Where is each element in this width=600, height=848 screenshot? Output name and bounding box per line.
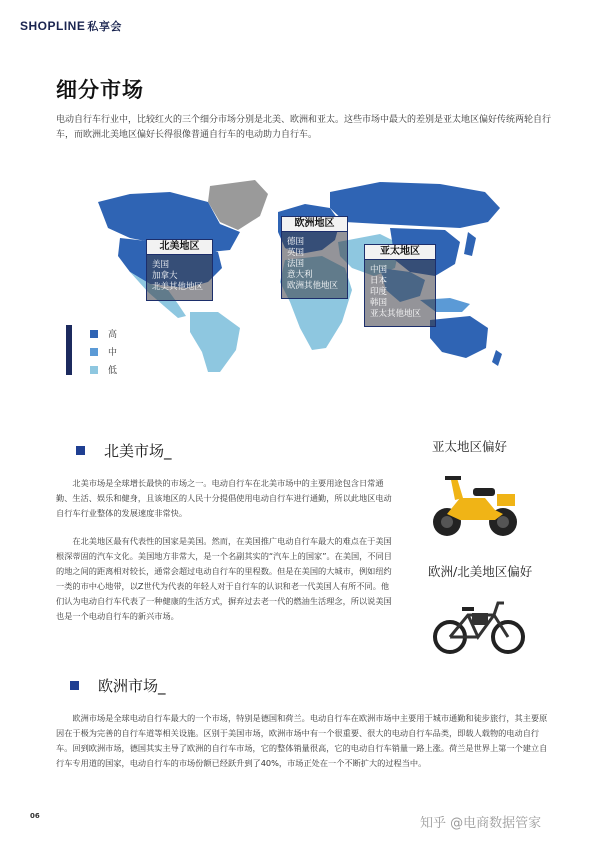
region-box-asia-pacific [364,244,436,327]
region-title: 欧洲地区 [281,216,348,232]
region-items [152,260,203,293]
region-item: 日本 [370,276,388,286]
region-item: 英国 [287,248,305,258]
region-title: 北美地区 [146,239,213,255]
region-box-europe [281,216,348,299]
label-asia-preference: 亚太地区偏好 [432,439,508,454]
region-item: 欧洲其他地区 [287,281,339,291]
region-box-north-america [146,239,213,301]
region-item: 韩国 [370,298,388,308]
section-marker [76,446,85,455]
region-item: 意大利 [287,270,313,280]
region-items [370,265,421,320]
region-item: 美国 [152,260,170,270]
region-item: 北美其他地区 [152,282,204,292]
region-item: 法国 [287,259,305,269]
label-euro-na-preference: 欧洲/北美地区偏好 [428,564,533,579]
north-america-paragraph-1: 北美市场是全球增长最快的市场之一。电动自行车在北美市场中的主要用途包含日常通勤、生活、娱乐和健身，且该地区的人民十分提倡使用电动自行车进行通勤，所以此地区电动自行车行业整体的发展速度非常快。 [56,478,392,518]
section-title-europe: 欧洲市场_ [98,677,166,695]
legend-swatch [90,366,98,374]
legend-label: 高 [108,330,118,340]
north-america-paragraph-2: 在北美地区最有代表性的国家是美国。然而，在美国推广电动自行车最大的难点在于美国根深蒂固的汽车文化。美国地方非常大，是一个名副其实的“汽车上的国家”。在美国，不同目的地之间的距离相对较长，通常会超过电动自行车的里程数。但是在美国的大城市，例如纽约一类的市中心地带，以Z世代为代表的年轻人对于自行车的认识和老一代美国人有所不同。他们认为电动自行车代表了一种健康的生活方式，摒弃过去老一代的燃油生活理念，所以说美国也是一个电动自行车的新兴市场。 [56,536,392,621]
legend-label: 低 [108,366,118,376]
legend-swatch [90,330,98,338]
region-title: 亚太地区 [364,244,436,260]
brand-sub: 私享会 [87,20,122,33]
ebike-image [432,595,526,655]
legend-label: 中 [108,348,118,358]
brand-name: SHOPLINE [20,19,86,33]
watermark: 知乎 @电商数据管家 [420,816,542,831]
region-items [287,237,338,292]
legend-swatch [90,348,98,356]
section-title-north-america: 北美市场_ [104,442,172,460]
region-item: 中国 [370,265,388,275]
legend-item-high [90,327,117,340]
legend-item-low [90,363,117,376]
intro-paragraph: 电动自行车行业中，比较红火的三个细分市场分别是北美、欧洲和亚太。这些市场中最大的差别是亚太地区偏好传统两轮自行车，而欧洲北美地区偏好长得很像普通自行车的电动助力自行车。 [56,115,552,140]
page-title: 细分市场 [56,78,144,102]
section-marker [70,681,79,690]
region-item: 加拿大 [152,271,178,281]
region-item: 德国 [287,237,305,247]
region-item: 亚太其他地区 [370,309,422,319]
brand-logo [20,18,122,34]
legend-bar [66,325,72,375]
europe-paragraph: 欧洲市场是全球电动自行车最大的一个市场，特别是德国和荷兰。电动自行车在欧洲市场中主要用于城市通勤和徒步旅行，其主要原因在于极为完善的自行车道等相关设施。区别于美国市场，欧洲市场中有一个很重要、很大的电动自行车品类，即载人载物的电动自行车。回到欧洲市场，德国其实主导了欧洲的自行车市场，它的整体销量很高，它的电动自行车销量一路上涨。荷兰是世界上第一个建立自行车专用道的国家，电动自行车的市场份额已经跃升到了40%，市场正处在一个不断扩大的过程当中。 [56,713,548,768]
legend-item-medium [90,345,117,358]
region-item: 印度 [370,287,388,297]
page-number: 06 [30,812,40,820]
scooter-image [425,470,525,540]
